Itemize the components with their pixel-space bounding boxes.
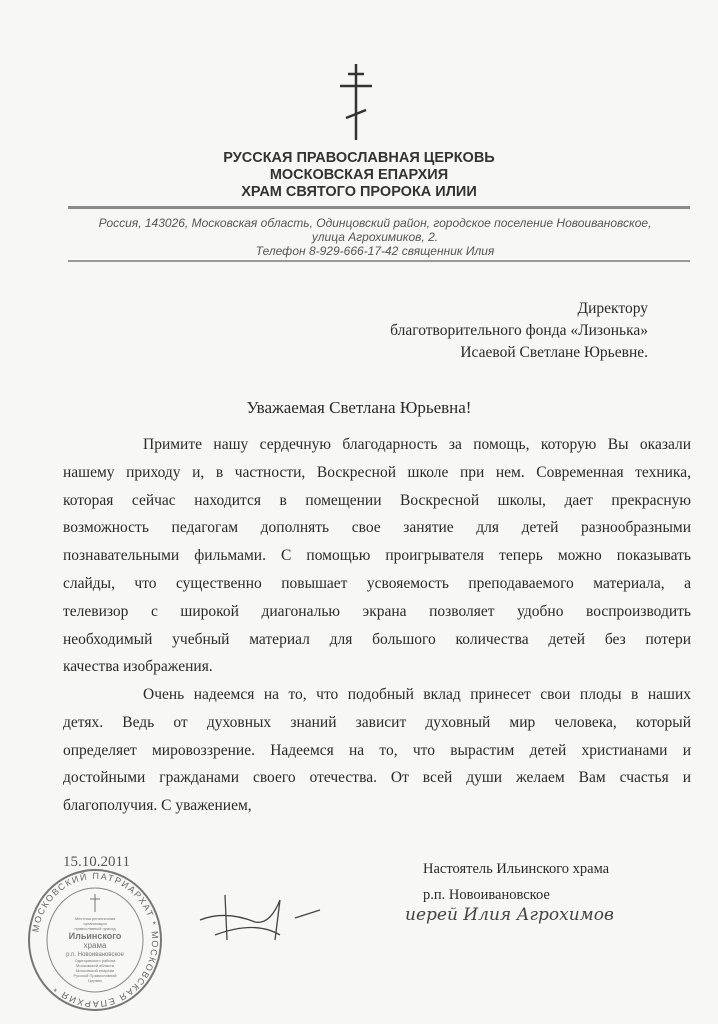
greeting: Уважаемая Светлана Юрьевна! (246, 398, 472, 417)
address-block (60, 216, 690, 258)
text-line: Очень надеемся на то, что подобный вклад принесет свои плоды в наших (143, 686, 691, 703)
text-line: определяет мировоззрение. Надеемся на то, что вырастим детей христианами и (63, 741, 691, 759)
svg-text:православный приход: православный приход (74, 926, 116, 931)
church-seal (25, 868, 165, 1013)
church-name: РУССКАЯ ПРАВОСЛАВНАЯ ЦЕРКОВЬ (223, 150, 495, 166)
letterhead (0, 150, 718, 201)
address-line: улица Агрохимиков, 2. (311, 230, 439, 244)
svg-text:Местная религиозная: Местная религиозная (74, 916, 116, 921)
eparchy-name: МОСКОВСКАЯ ЕПАРХИЯ (269, 167, 449, 183)
text-line: возможность педагогам дополнять свое занятие для детей разнообразными (63, 519, 691, 537)
orthodox-cross-icon (336, 62, 376, 142)
text-line: детях. Ведь от духовных знаний зависит духовный мир человека, который (63, 713, 691, 731)
svg-text:Московской области: Московской области (75, 963, 115, 968)
recipient-block (390, 298, 648, 364)
recipient-line: Директору (577, 300, 648, 317)
handwritten-signature: иерей Илия Агрохимов (405, 905, 614, 925)
address-line: Россия, 143026, Московская область, Одинцовский район, городское поселение Новоивановское, (98, 216, 652, 230)
text-line: нашему приходу и, в частности, Воскресной школе при нем. Современная техника, (63, 463, 691, 481)
text-line: слайды, что существенно повышает усвояемость преподаваемого материала, а (63, 574, 691, 592)
signatory-block (423, 856, 609, 908)
text-line: благополучия. С уважением, (63, 797, 252, 815)
svg-text:Церкви: Церкви (88, 978, 102, 983)
date: 15.10.2011 (63, 854, 130, 870)
svg-text:Ильинского: Ильинского (68, 931, 122, 941)
text-line: качества изображения. (63, 658, 213, 676)
recipient-line: благотворительного фонда «Лизонька» (390, 322, 648, 339)
svg-text:Одинцовского района: Одинцовского района (74, 958, 116, 963)
text-line: Примите нашу сердечную благодарность за помощь, которую Вы оказали (143, 436, 691, 453)
signatory-title: Настоятель Ильинского храма (423, 861, 610, 877)
recipient-line: Исаевой Светлане Юрьевне. (460, 344, 648, 361)
svg-text:р.п. Новоивановское: р.п. Новоивановское (66, 952, 124, 958)
phone-line: Телефон 8-929-666-17-42 священник Илия (255, 244, 495, 258)
paragraph-2 (63, 681, 691, 820)
svg-text:Московской епархии: Московской епархии (75, 968, 115, 973)
svg-text:Русской Православной: Русской Православной (73, 973, 117, 978)
text-line: которая сейчас находится в помещении Воскресной школы, дает прекрасную (63, 491, 691, 509)
text-line: необходимый учебный материал для большого количества детей без потери (63, 630, 691, 648)
text-line: достойными гражданами своего отечества. От всей души желаем Вам счастья и (63, 769, 691, 787)
text-line: познавательными фильмами. С помощью проигрывателя теперь можно показывать (63, 547, 691, 565)
signature-scribble (195, 880, 325, 950)
divider (68, 260, 690, 262)
paragraph-1 (63, 431, 691, 681)
signatory-location: р.п. Новоивановское (423, 887, 550, 903)
divider (68, 206, 690, 209)
text-line: телевизор с широкой диагональю экрана позволяет удобно воспроизводить (63, 602, 691, 620)
svg-text:МОСКОВСКИЙ ПАТРИАРХАТ * МОСКОВ: МОСКОВСКИЙ ПАТРИАРХАТ * МОСКОВСКАЯ ЕПАРХИЯ * (30, 870, 161, 1010)
svg-text:храма: храма (83, 941, 107, 950)
svg-text:организация: организация (83, 921, 107, 926)
temple-name: ХРАМ СВЯТОГО ПРОРОКА ИЛИИ (241, 184, 477, 200)
